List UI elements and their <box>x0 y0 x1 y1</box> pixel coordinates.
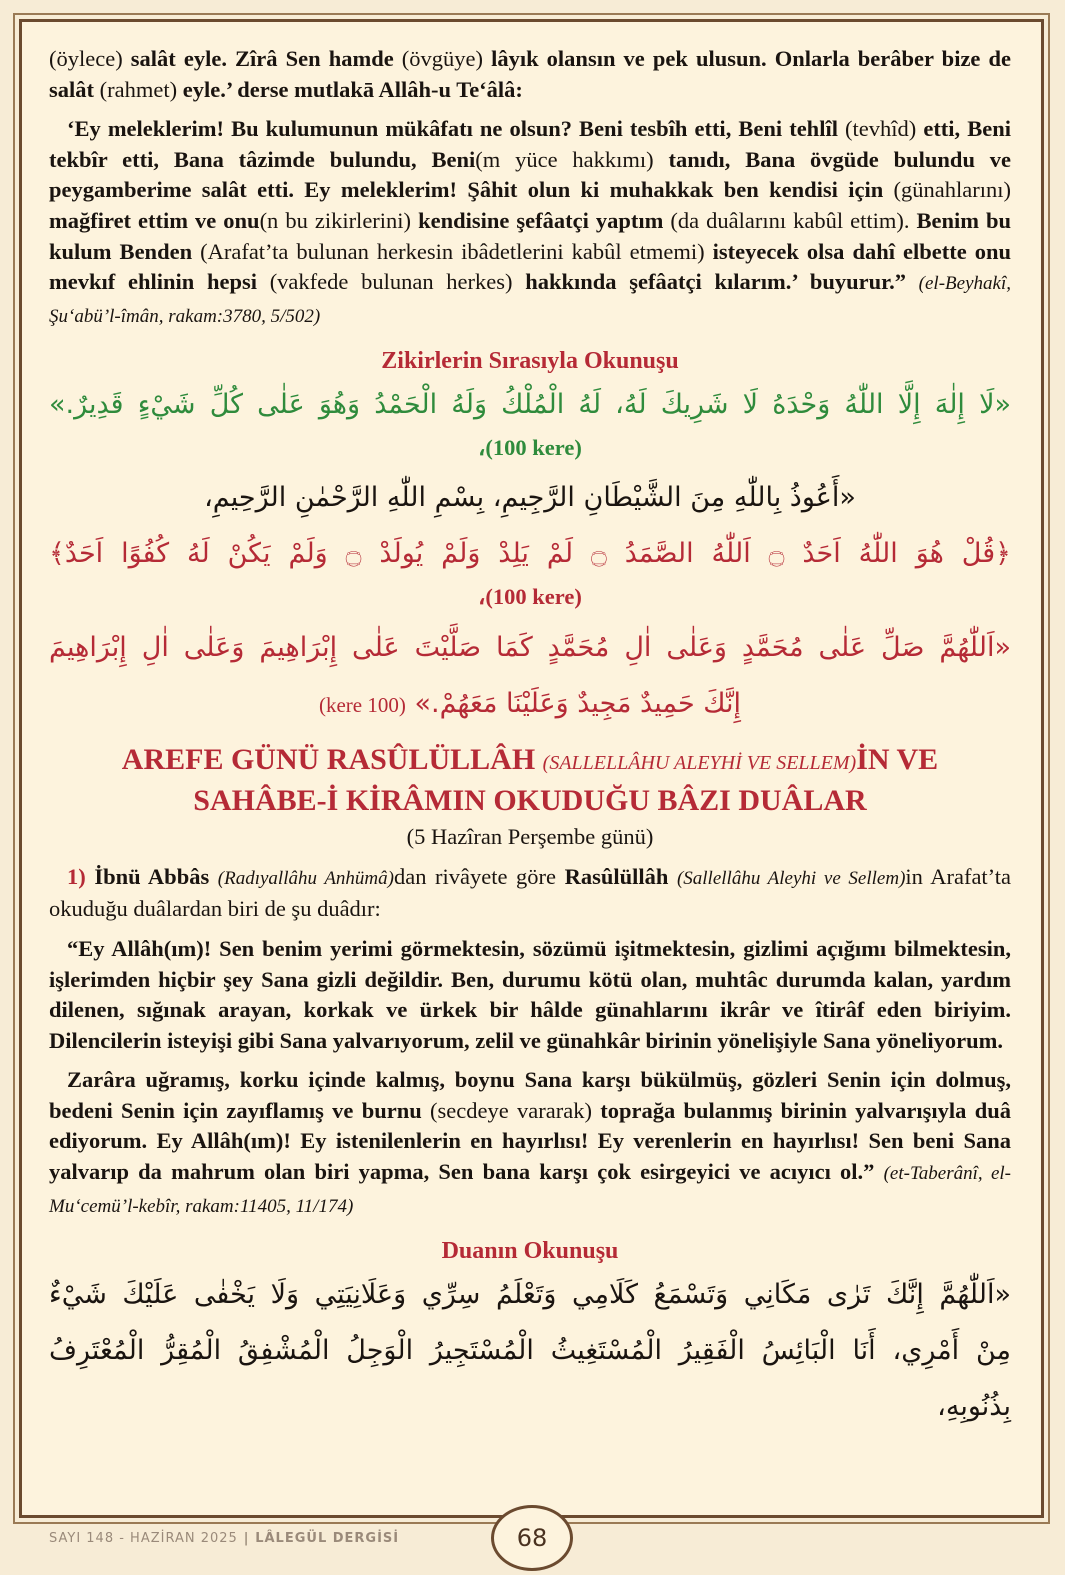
text: lâyık olansın ve pek ulusun. Onlarla berâber bize de salât <box>49 46 1011 102</box>
text: (Radıyallâhu Anhümâ) <box>217 867 394 889</box>
text: (övgüye) <box>401 46 492 71</box>
arabic-dua-line: «اَللّٰهُمَّ إِنَّكَ تَرٰى مَكَانِي وَتَسْمَعُ كَلَامِي وَتَعْلَمُ سِرِّي وَعَلَانِيَتِي وَلَا يَخْفٰى عَلَيْكَ شَيْءٌ <box>49 1278 1011 1310</box>
article-title <box>49 741 1011 820</box>
text: (secdeye vararak) <box>430 1097 601 1123</box>
magazine-name: LÂLEGÜL DERGİSİ <box>255 1531 400 1546</box>
text: (Arafat’ta bulunan herkesin ibâdetlerini kabûl etmemi) <box>200 238 713 264</box>
text: (rahmet) <box>99 76 183 102</box>
citation: (el-Beyhakî, Şu‘abü’l-îmân, rakam:3780, 5/502) <box>49 273 1011 327</box>
section-heading-dua: Duanın Okunuşu <box>441 1238 619 1265</box>
text: İbnü Abbâs <box>94 863 218 889</box>
repeat-count: ،(100 kere) <box>478 434 582 460</box>
text: AREFE GÜNÜ RASÛLÜLLÂH <box>121 743 543 777</box>
text: mağfiret ettim ve onu <box>49 207 260 233</box>
text: in Arafat’ta okuduğu duâlardan biri de şu duâdır: <box>49 863 1012 922</box>
arabic-tahlil: «لَا إِلٰهَ إِلَّا اللّٰهُ وَحْدَهُ لَا شَرِيكَ لَهُ، لَهُ الْمُلْكُ وَلَهُ الْحَمْدُ وَهُوَ عَلٰى كُلِّ شَيْءٍ قَدِيرٌ.» <box>49 388 1011 420</box>
text: (n bu zikirlerini) <box>259 207 419 233</box>
text: Zarâra uğramış, korku içinde kalmış, boynu Sana karşı bükülmüş, gözleri Senin için dolmuş, bedeni Senin için zayıflamış ve burnu <box>49 1067 1011 1123</box>
text: ‘Ey meleklerim! Bu kulumunun mükâfatı ne olsun? Beni tesbîh etti, Beni tehlîl <box>67 116 846 142</box>
item-number: 1) <box>67 863 95 889</box>
section-heading-zikir: Zikirlerin Sırasıyla Okunuşu <box>381 348 679 375</box>
paragraph-intro <box>49 44 1011 105</box>
text: (SALLELLÂHU ALEYHİ VE SELLEM) <box>542 752 857 775</box>
paragraph-narration <box>49 862 1011 925</box>
text: eyle.’ derse mutlakā Allâh-u Te‘âlâ: <box>182 76 523 102</box>
separator: | <box>243 1531 250 1546</box>
arabic-salawat-end <box>49 676 1011 733</box>
citation: (et-Taberânî, el-Mu‘cemü’l-kebîr, rakam:11405, 11/174) <box>49 1163 1011 1217</box>
arabic-dua-line: مِنْ أَمْرِي، أَنَا الْبَائِسُ الْفَقِيرُ الْمُسْتَغِيثُ الْمُسْتَجِيرُ الْوَجِلُ الْمُشْفِقُ الْمُقِرُّ الْمُعْتَرِفُ بِذُنُوبِهِ، <box>49 1334 1011 1422</box>
arabic-ihlas: ﴿قُلْ هُوَ اللّٰهُ اَحَدٌ ۝ اَللّٰهُ الصَّمَدُ ۝ لَمْ يَلِدْ وَلَمْ يُولَدْ ۝ وَلَمْ يَكُنْ لَهُ كُفُوًا اَحَدٌ﴾ <box>49 537 1011 569</box>
text: Benim bu kulum Benden <box>49 207 1012 264</box>
text: (tevhîd) <box>845 116 924 142</box>
date-note: (5 Hazîran Perşembe günü) <box>406 824 654 850</box>
arabic-istiaza-basmala: «أَعُوذُ بِاللّٰهِ مِنَ الشَّيْطَانِ الرَّجِيمِ، بِسْمِ اللّٰهِ الرَّحْمٰنِ الرَّحِيمِ، <box>204 481 856 513</box>
text: isteyecek olsa dahî elbette onu mevkıf ehlinin hepsi <box>49 238 1012 295</box>
text: (günahlarını) <box>893 177 1011 203</box>
repeat-count: ،(100 kere) <box>478 583 582 609</box>
text: (Sallellâhu Aleyhi ve Sellem) <box>676 867 906 889</box>
text: Rasûlüllâh <box>564 863 677 889</box>
article-body <box>49 44 1011 1435</box>
text: kendisine şefâatçi yaptım <box>418 207 671 233</box>
text: dan rivâyete göre <box>393 863 565 889</box>
footer <box>49 1531 399 1546</box>
text: hakkında şefâatçi kılarım.’ buyurur.” <box>525 269 919 295</box>
paragraph-dua-1: “Ey Allâh(ım)! Sen benim yerimi görmektesin, sözümü işitmektesin, gizlimi açığımı bilmektesin, işlerimden hiçbir şey Sana gizli değildir. Ben, durumu kötü olan, muhtâc durumda kalan, yardım dilenen, sığınak arayan, korkak ve ürkek bir hâlde günahlarını ikrâr ve îtirâf eden biriyim. Dilencilerin isteyişi gibi Sana yalvarıyorum, zelil ve günahkâr birinin yönelişiyle Sana yöneliyorum. <box>49 935 1011 1053</box>
text: etti, Beni tekbîr etti, Bana tâzimde bulundu, Beni <box>49 116 1012 172</box>
issue-label: SAYI 148 - HAZİRAN 2025 <box>49 1531 238 1546</box>
repeat-count: (100 kere) <box>318 693 406 718</box>
text: (m yüce hakkımı) <box>475 146 669 172</box>
text: İN VE <box>856 743 939 777</box>
page-number: 68 <box>491 1505 573 1571</box>
text: toprağa bulanmış birinin yalvarışıyla duâ ediyorum. Ey Allâh(ım)! Ey istenilenlerin en hayırlısı! Ey verenlerin en hayırlısı! Sen beni Sana yalvarıp da mahrum olan biri yapma, Sen bana karşı çok esirgeyici ve acıyıcı ol.” <box>49 1097 1011 1185</box>
text: (da duâlarını kabûl ettim). <box>670 207 917 233</box>
text: tanıdı, Bana övgüde bulundu ve peygamberime salât etti. Ey meleklerim! Şâhit olun ki muhakkak ben kendisi için <box>49 146 1012 203</box>
text: إِنَّكَ حَمِيدٌ مَجِيدٌ وَعَلَيْنَا مَعَهُمْ.» <box>414 688 742 720</box>
text: (vakfede bulunan herkes) <box>269 269 526 295</box>
paragraph-hadith-quote <box>49 114 1011 332</box>
arabic-salawat: «اَللّٰهُمَّ صَلِّ عَلٰى مُحَمَّدٍ وَعَلٰى اٰلِ مُحَمَّدٍ كَمَا صَلَّيْتَ عَلٰى إِبْرَاهِيمَ وَعَلٰى اٰلِ إِبْرَاهِيمَ <box>49 632 1011 664</box>
text: salât eyle. Zîrâ Sen hamde <box>130 46 402 71</box>
text: SAHÂBE-İ KİRÂMIN OKUDUĞU BÂZI DUÂLAR <box>193 784 867 818</box>
paragraph-dua-2 <box>49 1065 1011 1222</box>
text: (öylece) <box>49 46 131 71</box>
